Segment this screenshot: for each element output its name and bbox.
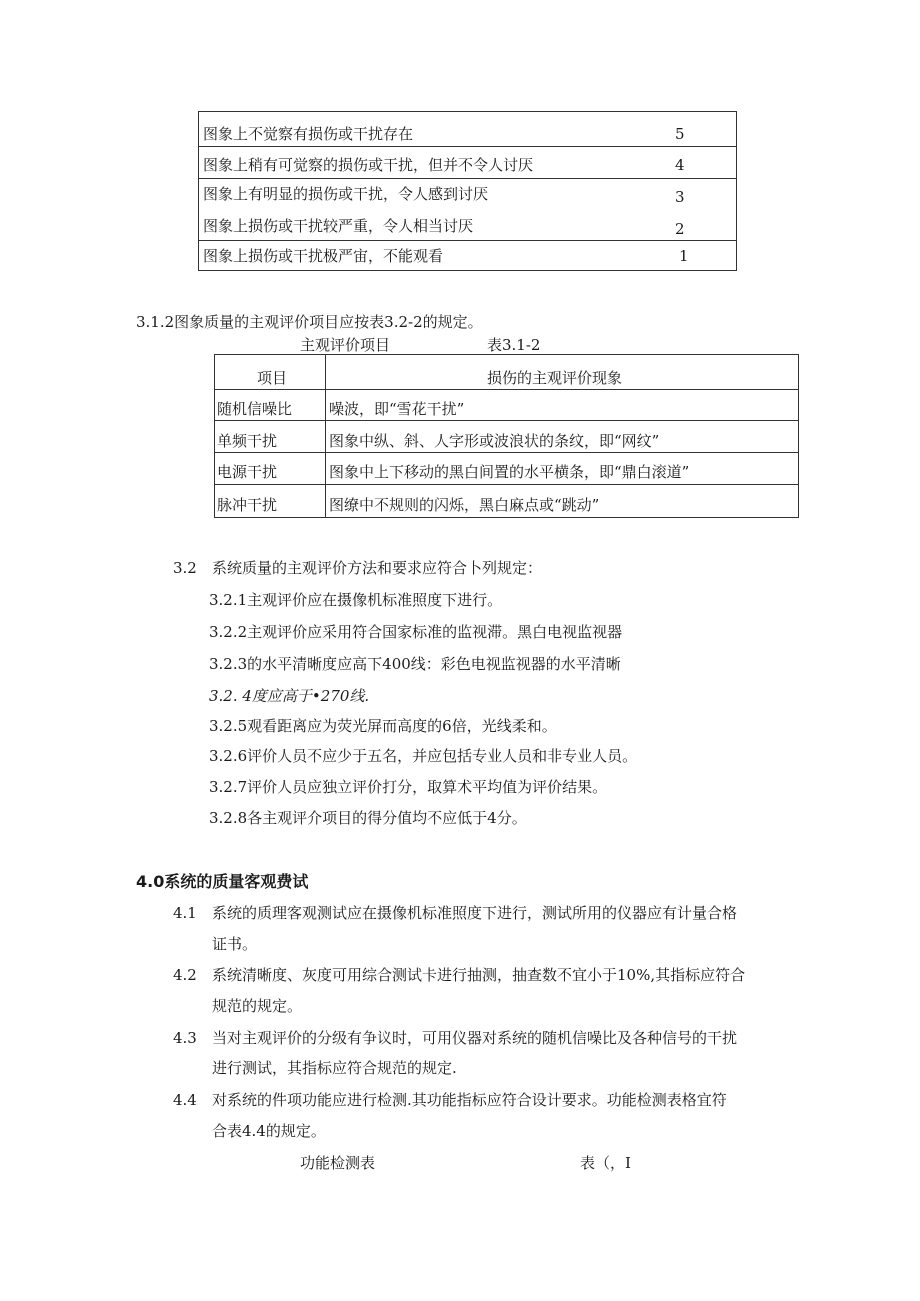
item-name: 脉冲干扰 [217,496,278,514]
item-phenomenon: 图象中上下移动的黑白间置的水平横条，即“鼎白滚道” [329,463,690,481]
grade-description: 图象上稍有可觉察的损伤或干扰，但并不令人讨厌 [203,156,534,174]
clause-text-continued: 进行测试，其指标应符合规范的规定. [212,1059,457,1077]
section-text: 系统质量的主观评价方法和要求应符合卜列规定： [212,559,543,577]
item-name: 单频干扰 [217,432,278,450]
row-divider [199,178,736,179]
row-divider [215,484,798,485]
item-name: 随机信噪比 [217,400,293,418]
grade-scale-table [198,111,737,271]
row-divider [215,452,798,453]
item-phenomenon: 噪波，即“雪花干扰” [329,400,465,418]
clause-item: 3.2.7评价人员应独立评价打分，取算术平均值为评价结果。 [209,778,608,796]
clause-item: 3.2.5观看距离应为荧光屏而高度的6倍，光线柔和。 [209,717,557,735]
grade-description: 图象上不觉察有损伤或干扰存在 [203,125,414,143]
clause-number: 4.2 [173,966,197,984]
clause-3-1-2: 3.1.2图象质量的主观评价项目应按表3.2-2的规定。 [136,313,483,331]
clause-text: 当对主观评价的分级有争议时，可用仪器对系统的随机信噪比及各种信号的干扰 [212,1029,738,1047]
clause-number: 4.1 [173,904,197,922]
clause-number: 4.4 [173,1091,197,1109]
section-number: 3.2 [173,559,197,577]
clause-text: 对系统的件项功能应进行检测.其功能指标应符合设计要求。功能检测表格宜符 [212,1091,727,1109]
clause-text-continued: 证书。 [212,935,258,953]
item-name: 电源干扰 [217,463,278,481]
clause-text: 系统的质理客观测试应在摄像机标准照度下进行，测试所用的仪器应有计量合格 [212,904,738,922]
clause-text-continued: 规范的规定。 [212,997,303,1015]
grade-description: 图象上有明显的损伤或干扰，令人感到讨厌 [203,185,489,203]
clause-item: 3.2.3的水平清晰度应高下400线：彩色电视监视器的水平清晰 [209,655,621,673]
grade-score: 5 [675,125,685,143]
clause-item: 3.2. 4度应高于•270线. [209,687,370,705]
grade-description: 图象上损伤或干扰较严重，令人相当讨厌 [203,217,474,235]
table-caption-title: 主观评价项目 [300,336,391,354]
header-item: 项目 [257,369,288,387]
clause-number: 4.3 [173,1029,197,1047]
clause-text-continued: 合表4.4的规定。 [212,1122,326,1140]
row-divider [199,240,736,241]
table-caption-number: 表（，I [580,1154,631,1172]
row-divider [215,420,798,421]
item-phenomenon: 图缭中不规则的闪烁，黑白麻点或“跳动” [329,496,600,514]
column-divider [325,355,326,517]
grade-score: 4 [675,156,685,174]
item-phenomenon: 图象中纵、斜、人字形或波浪状的条纹，即“网纹” [329,432,660,450]
section-heading: 4.0系统的质量客观费试 [136,872,309,891]
clause-item: 3.2.8各主观评介项目的得分值均不应低于4分。 [209,809,527,827]
clause-text: 系统清晰度、灰度可用综合测试卡进行抽测，抽查数不宜小于10%,其指标应符合 [212,966,746,984]
subjective-items-table [214,354,799,518]
row-divider [199,146,736,147]
grade-score: 1 [679,247,689,265]
table-caption-title: 功能检测表 [300,1154,376,1172]
clause-item: 3.2.1主观评价应在摄像机标准照度下进行。 [209,591,503,609]
clause-item: 3.2.2主观评价应采用符合国家标准的监视滞。黑白电视监视器 [209,623,623,641]
row-divider [215,389,798,390]
table-caption-number: 表3.1-2 [487,336,541,354]
clause-item: 3.2.6评价人员不应少于五名，并应包括专业人员和非专业人员。 [209,747,638,765]
grade-description: 图象上损伤或干扰极严宙，不能观看 [203,247,444,265]
grade-score: 3 [675,188,685,206]
header-phenomenon: 损伤的主观评价现象 [487,369,623,387]
grade-score: 2 [675,220,685,238]
